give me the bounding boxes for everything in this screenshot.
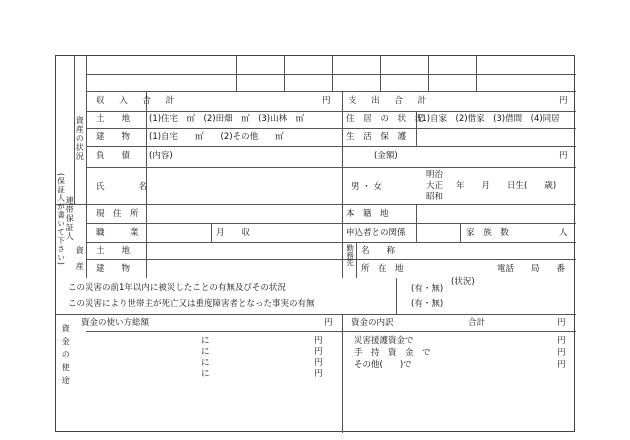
monthly-income-label: 月 収 xyxy=(216,228,251,238)
rule xyxy=(342,314,343,433)
land-options: (1)住宅 ㎡ (2)田畑 ㎡ (3)山林 ㎡ xyxy=(149,114,305,124)
era-meiji: 明治 xyxy=(426,170,444,180)
breakdown-unit: 円 xyxy=(557,348,566,358)
guarantor-asset-label: 資産 xyxy=(75,246,85,278)
occupation-label: 職 業 xyxy=(96,228,139,238)
rule xyxy=(56,314,576,315)
building-options: (1)自宅 ㎡ (2)その他 ㎡ xyxy=(149,132,284,142)
debt-content-label: (内容) xyxy=(149,151,173,161)
guarantor-section-label: 連帯保証人 xyxy=(65,196,75,241)
loan-application-form xyxy=(55,55,575,432)
expense-total-label: 支 出 合 計 xyxy=(348,96,433,106)
answer-death-disability: (有・無) xyxy=(411,299,444,309)
funds-breakdown-header: 資金の内訳 xyxy=(351,318,394,328)
funds-total-label: 合計 xyxy=(468,318,486,328)
breakdown-item: その他( )で xyxy=(354,360,412,370)
breakdown-unit: 円 xyxy=(557,336,566,346)
guarantor-land-label: 土 地 xyxy=(96,246,131,256)
birth-date-label: 年 月 日生( 歳) xyxy=(456,181,557,191)
rule xyxy=(86,91,576,92)
income-total-label: 収 入 合 計 xyxy=(96,96,181,106)
rule xyxy=(342,167,343,278)
rule xyxy=(416,204,417,242)
rule xyxy=(380,56,381,91)
debt-amount-label: (金額) xyxy=(374,151,398,161)
yen-unit: 円 xyxy=(324,318,333,328)
use-item: に xyxy=(201,369,210,379)
honseki-label: 本 籍 地 xyxy=(346,209,389,219)
housing-label: 住 居 の 状 況 xyxy=(346,114,427,124)
rule xyxy=(356,242,576,243)
rule xyxy=(56,204,576,205)
use-item-unit: 円 xyxy=(314,336,323,346)
family-unit: 人 xyxy=(559,228,568,238)
answer-prior-disaster: (有・無) xyxy=(411,284,444,294)
building-label: 建 物 xyxy=(96,132,131,142)
yen-unit: 円 xyxy=(322,96,331,106)
rule xyxy=(86,259,576,260)
funds-usage-section-label: 資金の使途 xyxy=(61,324,71,389)
yen-unit: 円 xyxy=(559,96,568,106)
rule xyxy=(86,331,576,332)
rule xyxy=(332,56,333,91)
relation-label: 申込者との関係 xyxy=(346,228,406,238)
yen-unit: 円 xyxy=(557,318,566,328)
housing-options: (1)自家 (2)借家 (3)借間 (4)同居 xyxy=(418,114,560,124)
rule xyxy=(236,56,237,91)
breakdown-item: 災害援護資金で xyxy=(354,336,414,346)
guarantor-note: (保証人が書いて下さい) xyxy=(56,173,66,266)
workplace-name-label: 名 称 xyxy=(361,246,396,256)
era-showa: 昭和 xyxy=(426,192,444,202)
guarantor-name-label: 氏 名 xyxy=(96,182,148,192)
era-taisho: 大正 xyxy=(426,181,444,191)
rule xyxy=(86,167,576,168)
guarantor-address-label: 現 住 所 xyxy=(96,209,139,219)
answer-status-label: (状況) xyxy=(451,277,475,287)
family-count-label: 家 族 数 xyxy=(466,228,512,238)
rule xyxy=(396,278,397,314)
funds-usage-header: 資金の使い方総額 xyxy=(81,318,150,328)
guarantor-building-label: 建 物 xyxy=(96,264,131,274)
rule xyxy=(86,223,576,224)
rule xyxy=(284,56,285,91)
rule xyxy=(86,128,576,129)
rule xyxy=(428,56,429,91)
rule xyxy=(211,223,212,242)
workplace-address-label: 所 在 地 xyxy=(361,264,404,274)
rule xyxy=(86,74,576,75)
use-item: に xyxy=(201,358,210,368)
rule xyxy=(356,242,357,278)
use-item-unit: 円 xyxy=(314,369,323,379)
rule xyxy=(86,111,576,112)
rule xyxy=(460,223,461,242)
rule xyxy=(146,111,147,167)
breakdown-unit: 円 xyxy=(557,360,566,370)
debt-label: 負 債 xyxy=(96,151,131,161)
question-death-disability: この災害により世帯主が死亡又は重度障害者となった事実の有無 xyxy=(68,299,315,309)
workplace-label: 勤務先 xyxy=(345,244,355,267)
gender-options: 男 ・ 女 xyxy=(351,182,382,192)
rule xyxy=(86,56,87,278)
use-item-unit: 円 xyxy=(314,358,323,368)
use-item: に xyxy=(201,336,210,346)
rule xyxy=(86,146,576,147)
yen-unit: 円 xyxy=(559,151,568,161)
question-prior-disaster: この災害の前1年以内に被災したことの有無及びその状況 xyxy=(68,283,286,293)
rule xyxy=(342,91,343,167)
use-item: に xyxy=(201,347,210,357)
breakdown-item: 手 持 資 金 で xyxy=(354,348,431,358)
use-item-unit: 円 xyxy=(314,347,323,357)
land-label: 土 地 xyxy=(96,114,131,124)
phone-label: 電話 局 番 xyxy=(497,264,566,274)
assets-section-label: 資産の状況 xyxy=(75,116,85,161)
welfare-label: 生 活 保 護 xyxy=(346,132,410,142)
rule xyxy=(476,56,477,91)
